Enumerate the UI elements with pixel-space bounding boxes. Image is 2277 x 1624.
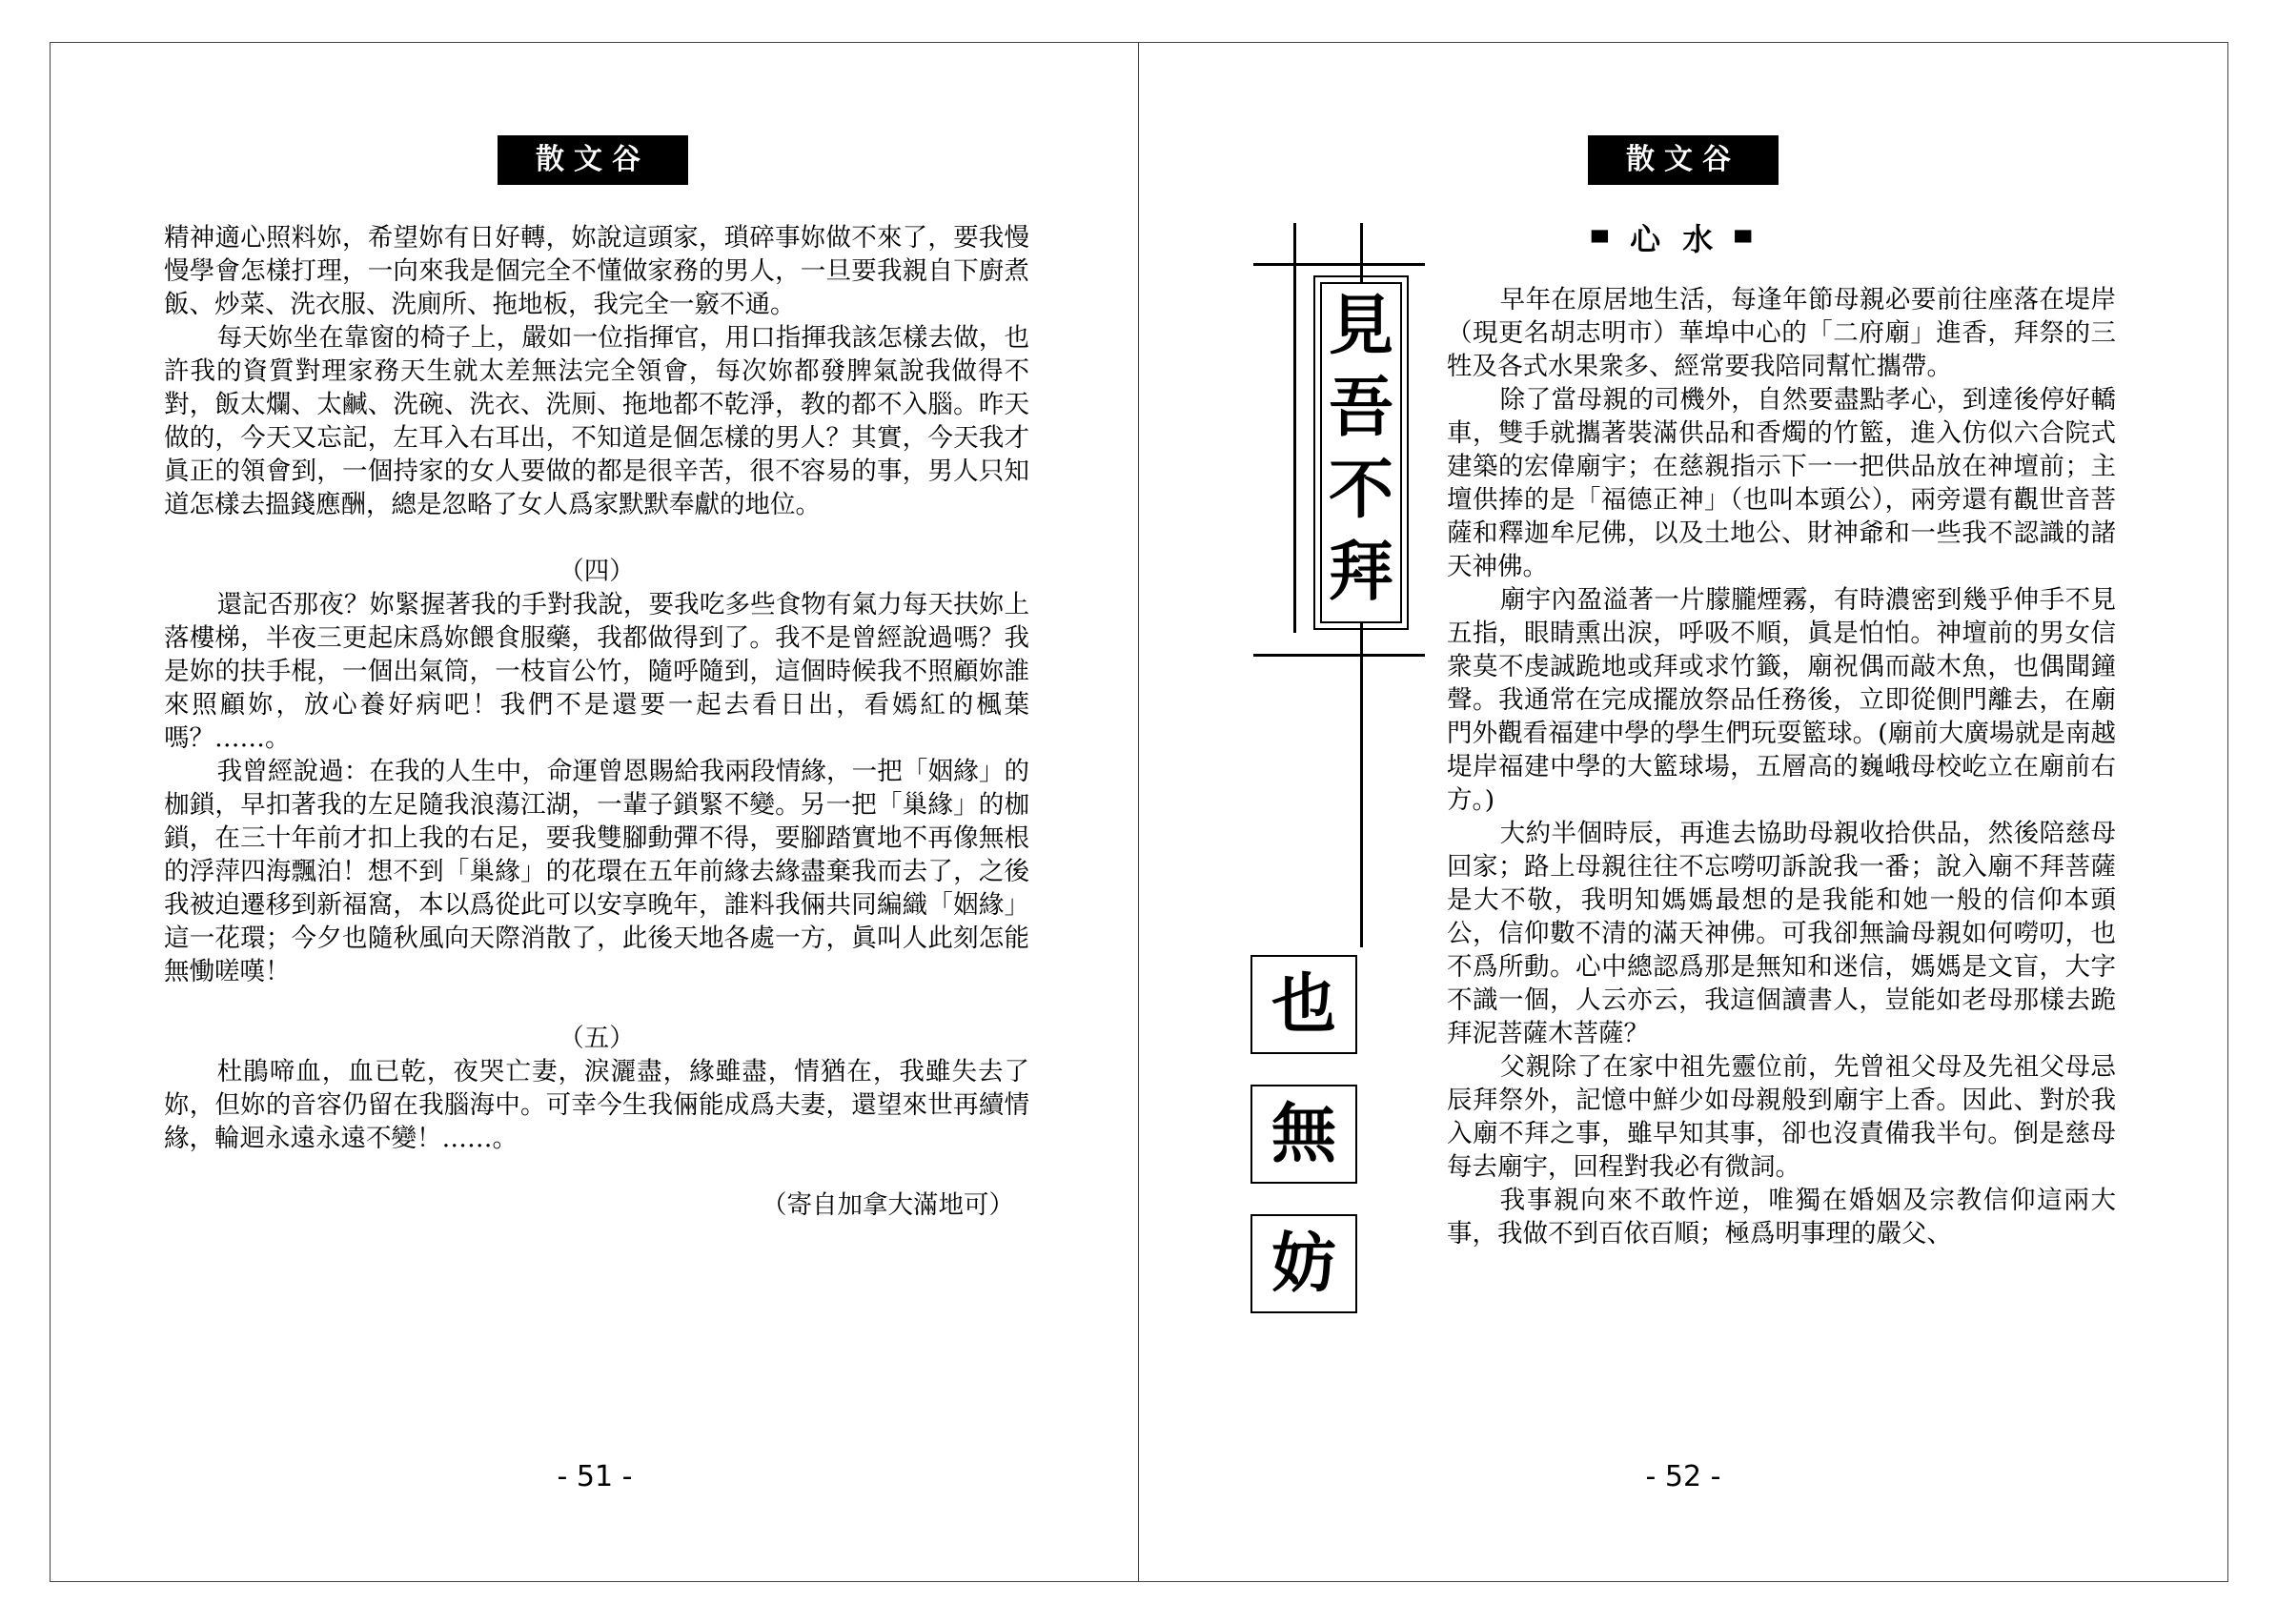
right-page-header: 散文谷 xyxy=(1588,135,1779,185)
title-box-lower-2 xyxy=(1250,1085,1357,1184)
title-char: 拜 xyxy=(1328,534,1393,610)
title-rule-horizontal-top xyxy=(1253,263,1425,266)
left-page-header: 散文谷 xyxy=(498,135,688,185)
page-divider xyxy=(1138,42,1139,1582)
title-char: 見 xyxy=(1328,288,1393,364)
title-box-lower-3 xyxy=(1250,1214,1357,1313)
paragraph: 廟宇內盈溢著一片朦朧煙霧，有時濃密到幾乎伸手不見五指，眼睛熏出淚，呼吸不順，眞是怕怕。神壇前的男女信衆莫不虔誠跪地或拜或求竹籤，廟祝偶而敲木魚，也偶聞鐘聲。我通常在完成擺放祭品任務後，立即從側門離去，在廟門外觀看福建中學的學生們玩耍籃球。(廟前大廣場就是南越堤岸福建中學的大籃球場，五層高的巍峨母校屹立在廟前右方。) xyxy=(1447,585,2116,815)
paragraph: 早年在原居地生活，每逢年節母親必要前往座落在堤岸（現更名胡志明市）華埠中心的「二府廟」進香，拜祭的三牲及各式水果衆多、經常要我陪同幫忙攜帶。 xyxy=(1447,285,2116,381)
title-char: 妨 xyxy=(1271,1226,1336,1302)
title-char: 無 xyxy=(1271,1096,1336,1172)
paragraph: 還記否那夜？妳緊握著我的手對我說，要我吃多些食物有氣力每天扶妳上落樓梯，半夜三更起床爲妳餵食服藥，我都做得到了。我不是曾經說過嗎？我是妳的扶手棍，一個出氣筒，一枝盲公竹，隨呼隨到，這個時候我不照顧妳誰來照顧妳，放心養好病吧！我們不是還要一起去看日出，看嫣紅的楓葉嗎？……。 xyxy=(164,590,1029,753)
author-mark-left: ▀ xyxy=(1592,231,1614,255)
author-mark-right: ▀ xyxy=(1735,231,1758,255)
paragraph: 除了當母親的司機外，自然要盡點孝心，到達後停好轎車，雙手就攜著裝滿供品和香燭的竹籃，進入仿似六合院式建築的宏偉廟宇；在慈親指示下一一把供品放在神壇前；主壇供捧的是「福德正神」（也叫本頭公），兩旁還有觀世音菩薩和釋迦牟尼佛，以及土地公、財神爺和一些我不認識的諸天神佛。 xyxy=(1447,385,2116,581)
author-byline xyxy=(1592,215,1757,259)
title-rule-horizontal-bottom xyxy=(1253,654,1425,657)
title-rule-vertical-left xyxy=(1293,223,1296,633)
left-page-number: - 51 - xyxy=(557,1460,633,1493)
left-page-body xyxy=(164,221,1029,1222)
signature: （寄自加拿大滿地可） xyxy=(762,1190,1014,1220)
author-name: 心 水 xyxy=(1630,221,1719,257)
title-char: 吾 xyxy=(1328,370,1393,446)
section-heading-4: （四） xyxy=(559,557,635,586)
paragraph: 父親除了在家中祖先靈位前，先曾祖父母及先祖父母忌辰拜祭外，記憶中鮮少如母親般到廟宇上香。因此、對於我入廟不拜之事，雖早知其事，卻也沒責備我半句。倒是慈母每去廟宇，回程對我必有微詞。 xyxy=(1447,1052,2116,1182)
paragraph: 杜鵑啼血，血已乾，夜哭亡妻，淚灑盡，緣雖盡，情猶在，我雖失去了妳，但妳的音容仍留在我腦海中。可幸今生我倆能成爲夫妻，還望來世再續情緣，輪迴永遠永遠不變！……。 xyxy=(164,1057,1029,1153)
paragraph: 每天妳坐在靠窗的椅子上，嚴如一位指揮官，用口指揮我該怎樣去做，也許我的資質對理家務天生就太差無法完全領會，每次妳都發脾氣說我做得不對，飯太爛、太鹹、洗碗、洗衣、洗厠、拖地都不乾淨，教的都不入腦。昨天做的，今天又忘記，左耳入右耳出，不知道是個怎樣的男人？其實，今天我才眞正的領會到，一個持家的女人要做的都是很辛苦，很不容易的事，男人只知道怎樣去搵錢應酬，總是忽略了女人爲家默默奉獻的地位。 xyxy=(164,323,1029,519)
paragraph: 大約半個時辰，再進去協助母親收拾供品，然後陪慈母回家；路上母親往往不忘嘮叨訴說我一番；說入廟不拜菩薩是大不敬，我明知媽媽最想的是我能和她一般的信仰本頭公，信仰數不清的滿天神佛。可我卻無論母親如何嘮叨，也不爲所動。心中總認爲那是無知和迷信，媽媽是文盲，大字不識一個，人云亦云，我這個讀書人，豈能如老母那樣去跪拜泥菩薩木菩薩？ xyxy=(1447,819,2116,1048)
right-page-body xyxy=(1447,283,2116,1250)
paragraph: 我事親向來不敢忤逆，唯獨在婚姻及宗教信仰這兩大事，我做不到百依百順；極爲明事理的嚴父、 xyxy=(1447,1186,2116,1248)
section-heading-5: （五） xyxy=(559,1024,635,1053)
title-char: 也 xyxy=(1271,966,1336,1043)
right-page-number: - 52 - xyxy=(1645,1460,1721,1493)
title-box-lower-1 xyxy=(1250,955,1357,1054)
title-box-upper xyxy=(1320,282,1402,623)
paragraph: 我曾經說過：在我的人生中，命運曾恩賜給我兩段情緣，一把「姻緣」的枷鎖，早扣著我的左足隨我浪蕩江湖，一輩子鎖緊不變。另一把「巢緣」的枷鎖，在三十年前才扣上我的右足，要我雙腳動彈不得，要腳踏實地不再像無根的浮萍四海飄泊！想不到「巢緣」的花環在五年前緣去緣盡棄我而去了，之後我被迫遷移到新福窩，本以爲從此可以安享晚年，誰料我倆共同編織「姻緣」這一花環；今夕也隨秋風向天際消散了，此後天地各處一方，眞叫人此刻怎能無慟嗟嘆！ xyxy=(164,757,1029,986)
paragraph: 精神適心照料妳，希望妳有日好轉，妳說這頭家，瑣碎事妳做不來了，要我慢慢學會怎樣打理，一向來我是個完全不懂做家務的男人，一旦要我親自下廚煮飯、炒菜、洗衣服、洗廁所、拖地板，我完全一竅不通。 xyxy=(164,223,1029,319)
title-char: 不 xyxy=(1328,452,1393,528)
